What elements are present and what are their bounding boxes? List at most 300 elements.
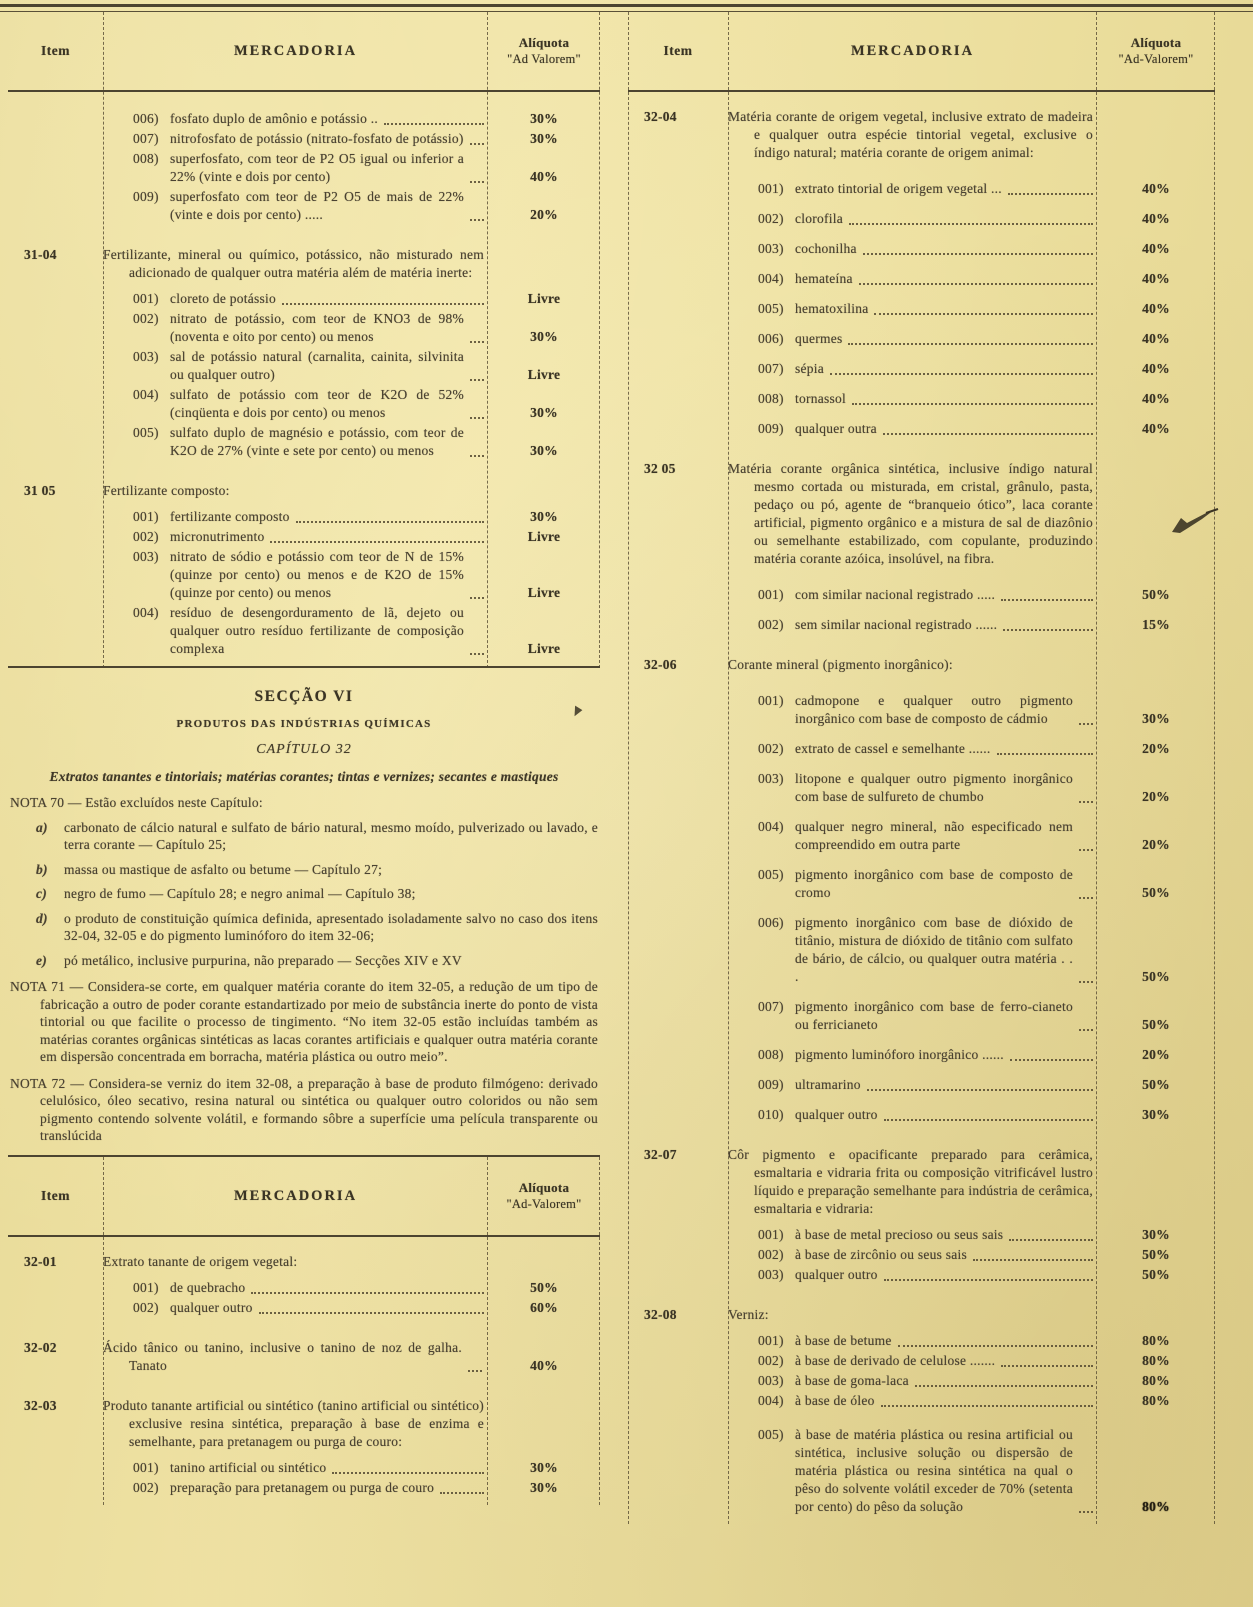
note-item-letter: d) xyxy=(36,910,48,926)
sub-item-number: 005) xyxy=(758,867,784,882)
chapter-description: Extratos tanantes e tintoriais; matérias corantes; tintas e vernizes; secantes e mastiques xyxy=(49,769,559,784)
item-description: Verniz: xyxy=(728,1307,769,1322)
rate-value: 30% xyxy=(530,405,558,420)
rate-value: 40% xyxy=(1142,331,1170,346)
sub-item-number: 001) xyxy=(758,587,784,602)
table-header xyxy=(8,12,600,92)
tariff-block xyxy=(628,460,1215,634)
dotted-leader xyxy=(259,1312,484,1314)
sub-item-number: 008) xyxy=(758,1047,784,1062)
item-description: Matéria corante orgânica sintética, inclusive índigo natural mesmo cortada ou misturada, em cristal, grânulo, pasta, pedaço ou pó, agente de “branqueio ótico”, laca corante artificial, pigmento orgânico e a mistura de sal de diazônio ou semelhante estabilizado, com copulante, produzindo matéria corante azóica, insolúvel, na fibra. xyxy=(728,461,1093,566)
sub-item-number: 009) xyxy=(758,421,784,436)
sub-item-number: 002) xyxy=(758,1247,784,1262)
item-code: 31-04 xyxy=(24,247,57,262)
sub-item xyxy=(133,386,488,422)
sub-item xyxy=(758,1332,1097,1350)
sub-item-text: cadmopone e qualquer outro pigmento inorgânico com base de composto de cádmio xyxy=(795,693,1073,726)
dotted-leader xyxy=(883,433,1093,435)
sub-item-number: 003) xyxy=(758,1373,784,1388)
sub-item xyxy=(133,150,488,186)
sub-item xyxy=(758,1046,1097,1064)
sub-item-text: superfosfato, com teor de P2 O5 igual ou inferior a 22% (vinte e dois por cento) xyxy=(170,151,464,184)
rate-value: 30% xyxy=(1142,711,1170,726)
sub-item-text: fosfato duplo de amônio e potássio .. xyxy=(170,111,378,126)
tariff-block xyxy=(628,1306,1215,1516)
right-column xyxy=(628,12,1215,1524)
header-mercadoria: MERCADORIA xyxy=(850,43,975,59)
sub-item-text: extrato de cassel e semelhante ...... xyxy=(795,741,991,756)
dotted-leader xyxy=(384,123,484,125)
note-item-text: negro de fumo — Capítulo 28; e negro animal — Capítulo 38; xyxy=(64,886,416,901)
sub-item xyxy=(758,300,1097,318)
sub-item-text: à base de óleo xyxy=(795,1393,875,1408)
sub-item xyxy=(133,130,488,148)
sub-item-text: à base de zircônio ou seus sais xyxy=(795,1247,967,1262)
nota-70-items xyxy=(10,819,598,970)
sub-item xyxy=(758,818,1097,854)
sub-item-number: 007) xyxy=(758,361,784,376)
rate-value: 15% xyxy=(1142,617,1170,632)
dotted-leader xyxy=(874,313,1093,315)
sub-item xyxy=(758,740,1097,758)
tariff-block xyxy=(628,656,1215,1124)
rate-value: 30% xyxy=(530,131,558,146)
rate-value: 20% xyxy=(1142,789,1170,804)
sub-item-number: 002) xyxy=(758,211,784,226)
sub-item xyxy=(758,770,1097,806)
sub-item-number: 010) xyxy=(758,1107,784,1122)
note-list-item xyxy=(36,861,598,879)
dotted-leader xyxy=(1008,193,1093,195)
sub-item-number: 002) xyxy=(133,311,159,326)
header-item: Item xyxy=(41,43,70,58)
sub-item xyxy=(758,866,1097,902)
dotted-leader xyxy=(1079,849,1093,851)
dotted-leader xyxy=(849,223,1093,225)
page-top-rule xyxy=(0,4,1253,12)
sub-item-number: 005) xyxy=(758,301,784,316)
sub-item xyxy=(758,616,1097,634)
sub-item-number: 003) xyxy=(133,549,159,564)
sub-item-number: 002) xyxy=(758,1353,784,1368)
dotted-leader xyxy=(1079,1511,1093,1513)
table-header xyxy=(8,1157,600,1237)
header-aliquota-line1: Alíquota xyxy=(1130,35,1182,50)
dotted-leader xyxy=(852,403,1093,405)
note-item-text: carbonato de cálcio natural e sulfato de bário natural, mesmo moído, pulverizado ou lavado, e terra corante — Capítulo 25; xyxy=(64,819,598,852)
sub-item-text: sulfato duplo de magnésio e potássio, com teor de K2O de 27% (vinte e sete por cento) ou menos xyxy=(170,425,464,458)
item-code: 31 05 xyxy=(24,483,56,498)
rate-value: Livre xyxy=(527,585,561,600)
note-list-item xyxy=(36,885,598,903)
rate-value: 20% xyxy=(1142,837,1170,852)
sub-item-number: 004) xyxy=(133,387,159,402)
sub-item-number: 009) xyxy=(758,1077,784,1092)
sub-item-text: à base de goma-laca xyxy=(795,1373,909,1388)
nota-72: NOTA 72 — Considera-se verniz do item 32-08, a preparação à base de produto filmógeno: derivado celulósico, óleo secativo, resina natural ou sintética ou qualquer outro coloridos ou não sem pigmento contendo solvente volátil, e formando sôbre a superfície uma película transparente ou translúcida xyxy=(10,1075,598,1143)
header-aliquota-line1: Alíquota xyxy=(518,35,570,50)
note-item-text: o produto de constituição química definida, apresentado isoladamente salvo no caso dos itens 32-04, 32-05 e do pigmento luminóforo do item 32-06; xyxy=(64,910,598,943)
sub-item-text: superfosfato com teor de P2 O5 de mais de 22% (vinte e dois por cento) ..... xyxy=(170,189,464,222)
sub-item xyxy=(758,180,1097,198)
sub-item-text: sulfato de potássio com teor de K2O de 52% (cinqüenta e dois por cento) ou menos xyxy=(170,387,464,420)
dotted-leader xyxy=(296,521,484,523)
header-mercadoria: MERCADORIA xyxy=(233,43,358,59)
item-code: 32-03 xyxy=(24,1397,57,1413)
sub-item-number: 002) xyxy=(758,617,784,632)
dotted-leader xyxy=(470,597,484,599)
sub-item-text: tornassol xyxy=(795,391,846,406)
sub-item xyxy=(758,240,1097,258)
item-description-text: Ácido tânico ou tanino, inclusive o tanino de noz de galha. Tanato xyxy=(103,1339,462,1373)
header-item: Item xyxy=(663,43,693,58)
dotted-leader xyxy=(270,541,484,543)
rate-value: 50% xyxy=(1142,1017,1170,1032)
dotted-leader xyxy=(251,1292,484,1294)
dotted-leader xyxy=(470,653,484,655)
rate-value: 30% xyxy=(530,509,558,524)
dotted-leader xyxy=(1079,897,1093,899)
section-subtitle: PRODUTOS DAS INDÚSTRIAS QUÍMICAS xyxy=(176,718,432,730)
sub-item xyxy=(133,1479,488,1497)
sub-item-number: 003) xyxy=(133,349,159,364)
sub-item-number: 006) xyxy=(758,915,784,930)
sub-item xyxy=(133,1279,488,1297)
sub-item-number: 001) xyxy=(133,1279,159,1295)
sub-item xyxy=(133,604,488,658)
sub-item-text: preparação para pretanagem ou purga de couro xyxy=(170,1479,435,1495)
dotted-leader xyxy=(1001,599,1093,601)
note-list-item xyxy=(36,952,598,970)
sub-item-number: 003) xyxy=(758,771,784,786)
note-item-letter: e) xyxy=(36,952,47,968)
rate-value: 40% xyxy=(1142,241,1170,256)
dotted-leader xyxy=(1079,981,1093,983)
sub-item xyxy=(758,586,1097,604)
sub-item-text: nitrato de potássio, com teor de KNO3 de 98% (noventa e oito por cento) ou menos xyxy=(170,311,464,344)
header-aliquota xyxy=(1097,34,1215,68)
dotted-leader xyxy=(1079,1029,1093,1031)
sub-item-number: 002) xyxy=(133,1299,159,1315)
note-item-letter: c) xyxy=(36,886,47,901)
tariff-block xyxy=(8,1253,600,1317)
sub-item-number: 007) xyxy=(133,131,159,146)
sub-item-number: 005) xyxy=(758,1427,784,1442)
header-aliquota xyxy=(488,1179,600,1213)
sub-item-text: qualquer outra xyxy=(795,421,877,436)
item-code: 32-01 xyxy=(24,1253,57,1269)
sub-item-text: qualquer outro xyxy=(795,1107,878,1122)
item-description: Corante mineral (pigmento inorgânico): xyxy=(728,657,953,672)
right-table xyxy=(628,12,1215,1524)
note-list-item xyxy=(36,819,598,854)
rate-value: 40% xyxy=(1142,361,1170,376)
item-code: 32-06 xyxy=(644,657,677,672)
dotted-leader xyxy=(1079,801,1093,803)
sub-item-text: clorofila xyxy=(795,211,843,226)
rate-value: 50% xyxy=(1142,1247,1170,1262)
note-item-letter: b) xyxy=(36,861,48,877)
rate-value: 30% xyxy=(1142,1227,1170,1242)
sub-item-text: nitrato de sódio e potássio com teor de N de 15% (quinze por cento) ou menos e de K2O de 15% (quinze por cento) ou menos xyxy=(170,549,464,600)
rate-value: 50% xyxy=(1142,969,1170,984)
rate-value: 30% xyxy=(530,329,558,344)
sub-item xyxy=(758,1076,1097,1094)
rate-value: 30% xyxy=(1142,1107,1170,1122)
note-item-text: pó metálico, inclusive purpurina, não preparado — Secções XIV e XV xyxy=(64,952,462,968)
item-description: Fertilizante, mineral ou químico, potássico, não misturado nem adicionado de qualquer outra matéria além de matéria inerte: xyxy=(103,247,484,280)
sub-item xyxy=(133,548,488,602)
sub-item-text: resíduo de desengorduramento de lã, dejeto ou qualquer outro resíduo fertilizante de composição complexa xyxy=(170,605,464,656)
rate-value: 50% xyxy=(1142,587,1170,602)
dotted-leader xyxy=(1003,629,1093,631)
tariff-block xyxy=(628,108,1215,438)
sub-item xyxy=(758,692,1097,728)
rate-value: 80% xyxy=(1142,1393,1170,1408)
rate-value: 50% xyxy=(530,1279,558,1295)
header-aliquota-line2: "Ad-Valorem" xyxy=(506,1196,582,1211)
dotted-leader xyxy=(848,343,1093,345)
sub-item-number: 002) xyxy=(758,741,784,756)
item-description: Produto tanante artificial ou sintético (tanino artificial ou sintético) exclusive resina sintética, preparação à base de enzima e semelhante, para pretanagem ou purga de couro: xyxy=(103,1397,484,1449)
sub-item xyxy=(758,1352,1097,1370)
rate-value: 80% xyxy=(1142,1333,1170,1348)
sub-item xyxy=(758,1266,1097,1284)
sub-item-number: 006) xyxy=(758,331,784,346)
rate-value: 80% xyxy=(1142,1353,1170,1368)
dotted-leader xyxy=(1010,1059,1093,1061)
sub-item-text: qualquer negro mineral, não especificado nem compreendido em outra parte xyxy=(795,819,1073,852)
rate-value: 40% xyxy=(1142,271,1170,286)
dotted-leader xyxy=(997,753,1093,755)
section-notes xyxy=(8,668,600,1155)
rate-value: 40% xyxy=(1142,391,1170,406)
sub-item-number: 002) xyxy=(133,529,159,544)
sub-item xyxy=(133,348,488,384)
sub-item-text: sépia xyxy=(795,361,824,376)
item-code: 32-07 xyxy=(644,1147,677,1162)
rate-value: 60% xyxy=(530,1299,558,1315)
sub-item xyxy=(758,1392,1097,1410)
dotted-leader xyxy=(915,1385,1093,1387)
sub-item-number: 004) xyxy=(758,819,784,834)
rate-value: 30% xyxy=(530,1459,558,1475)
sub-item-number: 006) xyxy=(133,111,159,126)
left-bottom-table xyxy=(8,1155,600,1505)
sub-item-number: 004) xyxy=(758,271,784,286)
sub-item-text: à base de derivado de celulose ....... xyxy=(795,1353,996,1368)
tariff-block xyxy=(8,1397,600,1497)
item-description: Extrato tanante de origem vegetal: xyxy=(103,1253,298,1269)
left-column xyxy=(8,12,600,1505)
sub-item-text: de quebracho xyxy=(170,1279,246,1295)
item-description: Fertilizante composto: xyxy=(103,483,230,498)
header-aliquota xyxy=(488,34,600,68)
note-item-letter: a) xyxy=(36,819,48,835)
sub-item xyxy=(758,390,1097,408)
sub-item-text: hematoxilina xyxy=(795,301,869,316)
sub-item-text: extrato tintorial de origem vegetal ... xyxy=(795,181,1002,196)
dotted-leader xyxy=(863,253,1093,255)
dotted-leader xyxy=(1009,1239,1093,1241)
sub-item xyxy=(758,1226,1097,1244)
item-code: 32 05 xyxy=(644,461,676,476)
sub-item xyxy=(758,330,1097,348)
sub-item-text: fertilizante composto xyxy=(170,509,290,524)
dotted-leader xyxy=(470,341,484,343)
sub-item-number: 004) xyxy=(133,605,159,620)
sub-item xyxy=(758,1246,1097,1264)
note-item-text: massa ou mastique de asfalto ou betume — Capítulo 27; xyxy=(64,861,383,877)
rate-value: 50% xyxy=(1142,885,1170,900)
sub-item xyxy=(758,1426,1097,1516)
sub-item xyxy=(133,290,488,308)
sub-item-text: nitrofosfato de potássio (nitrato-fosfato de potássio) xyxy=(170,131,464,146)
sub-item xyxy=(758,1372,1097,1390)
sub-item-number: 009) xyxy=(133,189,159,204)
item-code: 32-08 xyxy=(644,1307,677,1322)
section-title: SECÇÃO VI xyxy=(254,688,354,705)
sub-item xyxy=(758,210,1097,228)
item-description xyxy=(103,1339,488,1375)
sub-item xyxy=(133,528,488,546)
rate-value: 20% xyxy=(530,207,558,222)
table-body xyxy=(8,1237,600,1505)
rate-value: 30% xyxy=(530,443,558,458)
rate-value: 40% xyxy=(1142,301,1170,316)
dotted-leader xyxy=(898,1345,1093,1347)
rate-value: 80% xyxy=(1142,1373,1170,1388)
rate-value: 50% xyxy=(1142,1077,1170,1092)
pen-mark-icon xyxy=(1168,506,1220,545)
dotted-leader xyxy=(881,1405,1093,1407)
dotted-leader xyxy=(884,1279,1093,1281)
rate-value: Livre xyxy=(527,291,561,306)
rate-value: 20% xyxy=(1142,1047,1170,1062)
dotted-leader xyxy=(973,1259,1093,1261)
rate-value: 20% xyxy=(1142,741,1170,756)
header-item: Item xyxy=(41,1187,70,1203)
rate-value: 40% xyxy=(530,1357,558,1373)
rate-value: Livre xyxy=(527,641,561,656)
sub-item xyxy=(133,424,488,460)
sub-item xyxy=(133,1299,488,1317)
sub-item-text: pigmento inorgânico com base de ferro-cianeto ou ferricianeto xyxy=(795,999,1073,1032)
sub-item-text: cloreto de potássio xyxy=(170,291,276,306)
sub-item-number: 001) xyxy=(133,509,159,524)
item-description: Matéria corante de origem vegetal, inclusive extrato de madeira e qualquer outra espécie tintorial vegetal, exclusive o índigo natural; matéria corante de origem animal: xyxy=(728,109,1093,160)
sub-item-text: pigmento luminóforo inorgânico ...... xyxy=(795,1047,1004,1062)
sub-item-text: litopone e qualquer outro pigmento inorgânico com base de sulfureto de chumbo xyxy=(795,771,1073,804)
sub-item-text: à base de metal precioso ou seus sais xyxy=(795,1227,1004,1242)
header-aliquota-line2: "Ad-Valorem" xyxy=(1118,52,1194,66)
dotted-leader xyxy=(470,379,484,381)
rate-value: 40% xyxy=(1142,181,1170,196)
sub-item-text: sem similar nacional registrado ...... xyxy=(795,617,998,632)
header-aliquota-line1: Alíquota xyxy=(518,1179,570,1195)
sub-item xyxy=(758,420,1097,438)
item-code: 32-04 xyxy=(644,109,677,124)
sub-item xyxy=(133,188,488,224)
table-body xyxy=(8,92,600,668)
sub-item-text: sal de potássio natural (carnalita, cainita, silvinita ou qualquer outro) xyxy=(170,349,464,382)
sub-item-text: qualquer outro xyxy=(795,1267,878,1282)
dotted-leader xyxy=(468,1370,482,1372)
sub-item xyxy=(133,110,488,128)
sub-item-number: 008) xyxy=(133,151,159,166)
rate-value: 80% xyxy=(1142,1499,1170,1514)
sub-item-text: com similar nacional registrado ..... xyxy=(795,587,996,602)
sub-item-text: pigmento inorgânico com base de dióxido de titânio, mistura de dióxido de titânio com sulfato de bário, de cálcio, ou qualquer outra matéria . . . xyxy=(795,915,1073,984)
dotted-leader xyxy=(1001,1365,1093,1367)
dotted-leader xyxy=(470,455,484,457)
tariff-block xyxy=(628,1146,1215,1284)
dotted-leader xyxy=(470,181,484,183)
item-description: Côr pigmento e opacificante preparado para cerâmica, esmaltaria e vidraria frita ou composição vitrificável lustro líquido e preparação semelhante para indústria de cerâmica, esmaltaria e vidraria: xyxy=(728,1147,1093,1216)
sub-item-number: 001) xyxy=(758,1333,784,1348)
table-header xyxy=(628,12,1215,92)
dotted-leader xyxy=(859,283,1093,285)
rate-value: 40% xyxy=(1142,211,1170,226)
tariff-block xyxy=(8,108,600,224)
rate-value: 50% xyxy=(1142,1267,1170,1282)
sub-item xyxy=(758,998,1097,1034)
sub-item-text: pigmento inorgânico com base de composto de cromo xyxy=(795,867,1073,900)
dotted-leader xyxy=(440,1492,484,1494)
sub-item-number: 001) xyxy=(758,693,784,708)
rate-value: Livre xyxy=(527,367,561,382)
sub-item-number: 001) xyxy=(758,181,784,196)
sub-item-text: hemateína xyxy=(795,271,853,286)
rate-value: 30% xyxy=(530,1479,558,1495)
nota-71: NOTA 71 — Considera-se corte, em qualquer matéria corante do item 32-05, a redução de um tipo de fabricação a outro de poder corante estandartizado por meio de substância inerte do ponto de vista tintorial ou que facilite o processo de tingimento. “No item 32-05 estão incluídas também as matérias corantes orgânicas sintéticas as lacas corantes artificiais e qualquer outra matéria corante em dispersão concentrada em borracha, matéria plástica ou outro meio”. xyxy=(10,979,598,1064)
sub-item xyxy=(758,914,1097,986)
sub-item-text: à base de betume xyxy=(795,1333,892,1348)
tariff-block xyxy=(8,246,600,460)
sub-item-number: 001) xyxy=(133,291,159,306)
sub-item xyxy=(758,360,1097,378)
sub-item-number: 001) xyxy=(758,1227,784,1242)
dotted-leader xyxy=(282,303,484,305)
sub-item-text: quermes xyxy=(795,331,843,346)
dotted-leader xyxy=(867,1089,1093,1091)
sub-item-number: 003) xyxy=(758,241,784,256)
tariff-block xyxy=(8,1339,600,1375)
sub-item-number: 001) xyxy=(133,1459,159,1475)
note-list-item xyxy=(36,910,598,945)
tariff-block xyxy=(8,482,600,658)
sub-item-number: 007) xyxy=(758,999,784,1014)
table-body xyxy=(628,92,1215,1524)
sub-item-text: cochonilha xyxy=(795,241,857,256)
header-mercadoria: MERCADORIA xyxy=(233,1187,358,1204)
item-code xyxy=(8,108,103,128)
left-top-table xyxy=(8,12,600,668)
sub-item-text: à base de matéria plástica ou resina artificial ou sintética, inclusive solução ou dispersão de matéria plástica ou resina sintética na qual o pêso do solvente volátil exceder de 70% (setenta por cento) do pêso da solução xyxy=(795,1427,1073,1514)
sub-item-text: ultramarino xyxy=(795,1077,861,1092)
chapter-title: CAPÍTULO 32 xyxy=(256,742,352,757)
dotted-leader xyxy=(830,373,1093,375)
dotted-leader xyxy=(332,1472,484,1474)
sub-item xyxy=(758,270,1097,288)
sub-item-text: tanino artificial ou sintético xyxy=(170,1459,327,1475)
dotted-leader xyxy=(470,143,484,145)
nota-70: NOTA 70 — Estão excluídos neste Capítulo: xyxy=(10,795,263,810)
dotted-leader xyxy=(470,219,484,221)
rate-value: 30% xyxy=(530,111,558,126)
dotted-leader xyxy=(470,417,484,419)
sub-item xyxy=(133,508,488,526)
